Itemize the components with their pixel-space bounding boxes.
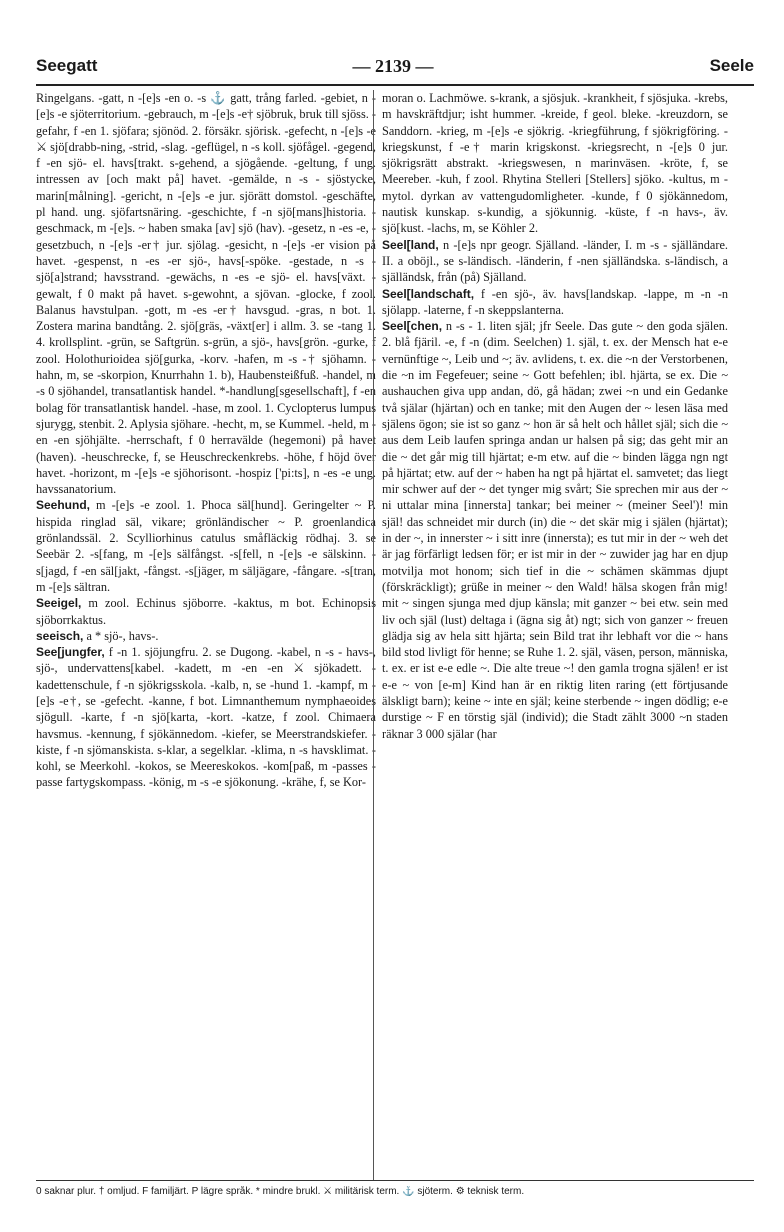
header-left-guideword: Seegatt [36,56,98,75]
entry [36,644,376,791]
entry [382,90,728,237]
entry-headword: Seeigel, [36,596,82,611]
column-divider [373,90,374,1180]
left-column [36,90,376,791]
entry-text: m -[e]s -e zool. 1. Phoca säl[hund]. Geringelter ~ P. hispida ringlad säl, vikare; grönländischer ~ P. groenlandica grönlandssäl. 2. Scylliorhinus catulus småfläckig rödhaj. 3. se Seebär 2. -s[fang, m -[e]s sälfångst. -s[fell, n -[e]s -e sälskinn. -s[jagd, f -en säl[jakt, -fångst. -s[jäger, m säljägare, -fångare. -s[tran, m -[e]s sältran. [36,498,376,594]
entry [382,237,728,286]
entry [36,497,376,595]
right-column [382,90,728,742]
entry [36,628,376,644]
entry-headword: Seel[land, [382,237,439,252]
entry-text: Ringelgans. -gatt, n -[e]s -en o. -s ⚓ gatt, trång farled. -gebiet, n -[e]s -e sjöterritorium. -gebrauch, m -[e]s -e† sjöbruk, bruk till sjöss. -gefahr, f -en 1. sjöfara; sjönöd. 2. försäkr. sjörisk. -gefecht, n -[e]s -e ⚔ sjö[drabb-ning, -strid, -slag. -geflügel, n -s koll. sjöfågel. -gegend, f -en sjö- el. havs[trakt. s-gehend, a sjögående. -geltung, f ung. intressen av [och makt på] havet. -gemälde, n -s - sjöstycke, marin[målning]. -gericht, n -[e]s -e jur. sjörätt domstol. -geschäfte, pl hand. ung. sjöfartsnäring. -geschichte, f -n sjö[mans]historia. -geschmack, m -[e]s. ~ haben smaka [av] sjö (hav). -gesetz, n -es -e, -gesetzbuch, n -[e]s -er† jur. sjölag. -gesicht, n -[e]s -er vision på havet. -gespenst, n -es -er sjö-, havs[-spöke. -gestade, n -s - sjö[a]strand; havsstrand. -gewächs, n -es -e sjö- el. havs[växt. -gewalt, f 0 makt på havet. s-gewohnt, a sjövan. -glocke, f zool. Balanus havstulpan. -gott, m -es -er† havsgud. -gras, n bot. 1. Zostera marina bandtång. 2. sjö[gräs, -växt[er] i allm. 3. se -tang 1. 4. krollsplint. -grün, se Saftgrün. s-grün, a sjö-, havs[grön. -gurke, f zool. Holothurioidea sjö[gurka, -korv. -hafen, m -s -† sjöhamn. -hahn, m, se -skorpion, Knurrhahn 1. b), Haubensteißfuß. -handel, m -s 0 sjöhandel, transatlantisk handel. *-handlung[sgesellschaft], f -en bolag för transatlantisk handel. -hase, m zool. 1. Cyclopterus lumpus sjurygg, stenbit. 2. Aplysia sjöhare. -hecht, m, se Kummel. -held, m -en -en sjöhjälte. -herrschaft, f 0 herravälde (hegemoni) på havet (haven). -heuschrecke, f, se Heuschreckenkrebs. -höhe, f höjd över havet. -horizont, m -[e]s -e sjöhorisont. -hospiz ['pi:ts], n -es -e ung. havssanatorium. [36,91,376,497]
entry-text: n -[e]s npr geogr. Själland. -länder, I. m -s - själländare. II. a oböjl., se s-ländisch. -länderin, f -nen själländska. s-ländisch, a själländsk, från (på) Själland. [382,237,728,285]
entry-text: m zool. Echinus sjöborre. -kaktus, m bot. Echinopsis sjöborrkaktus. [36,596,376,627]
header-rule [36,84,754,86]
entry [382,286,728,319]
footer-rule [36,1180,754,1181]
abbreviation-legend: 0 saknar plur. † omljud. F familjärt. P lägre språk. * mindre brukl. ⚔ militärisk term. ⚓ sjöterm. ⚙ teknisk term. [36,1186,525,1197]
header-right-guideword: Seele [709,56,754,75]
entry-headword: Seel[chen, [382,319,443,334]
entry-headword: seeisch, [36,628,84,643]
entry-text: n -s - 1. liten själ; jfr Seele. Das gute ~ den goda själen. 2. blå fjäril. -e, f -n (dim. Seelchen) 1. själ, t. ex. der Mensch hat e-e vernünftige ~, Leib und ~; äv. avlidens, t. ex. die ~n der Verstorbenen, die ~n im Fegefeuer; seine ~ Gott befehlen; ibl. hjärta, se ex. Die ~ aushauchen giva upp andan, dö, gå hädan; zwei ~n und ein Gedanke två själar (hjärtan) och en tanke; mit den Augen der ~ lesen läsa med själens ögon; sie ist so ganz ~ hon är så helt och hållet själ; sich die ~ aus dem Leib laufen springa andan ur halsen på sig; das geht mir an die ~ det går mig till hjärtat; e-m etw. auf die ~ binden lägga ngn ngt på hjärtat; etw. auf der ~ haben ha ngt på hjärtat el. samvetet; das liegt mir schwer auf der ~ det tynger mig svårt; Sie sprechen mir aus der ~ ni uttalar mina [innersta] tankar; bei meiner ~ (meiner Seel')! min själ! das schneidet mir durch (in) die ~ det skär mig i själen (hjärtat); in der ~, in innerster ~ i sitt inre (innersta); es tut mir in der ~ weh det är jag förfärligt ledsen för; er ist mir in der ~ zuwider jag har en djup motvilja mot honom; sich tief in die ~ schämen skämmas djupt (förskräckligt); grüße in meiner ~ den Wald! hälsa skogen från mig! mit ~ singen sjunga med djup känsla; mit ganzer ~ bei etw. sein med liv och själ (lust) deltaga i (ägna sig åt) ngt; sich von ganzer ~ freuen glädja sig av hela sitt hjärta; sein Bild trat ihr lebhaft vor die ~ hans bild stod livligt för henne; se Ruhe 1. 2. själ, väsen, person, människa, t. ex. er ist e-e edle ~. Die alte treue ~! den gamla trogna själen! er ist e-e ~ von [e-m] Kind han är en riktig liten raring (ett förtjusande älskligt barn); keine ~ inte en själ; keine sterbende ~ ingen dödlig; e-e durstige ~ F en törstig själ (individ); die Stadt zählt 3000 ~n staden räknar 3 000 själar (har [382,319,728,741]
entry-headword: See[jungfer, [36,645,105,660]
entry-text: a * sjö-, havs-. [83,628,159,643]
entry [36,595,376,628]
entry [382,318,728,742]
entry-headword: Seel[landschaft, [382,286,475,301]
entry [36,90,376,497]
entry-text: f -en sjö-, äv. havs[landskap. -lappe, m -n -n sjölapp. -laterne, f -n skeppslanterna. [382,286,728,317]
entry-text: moran o. Lachmöwe. s-krank, a sjösjuk. -krankheit, f sjösjuka. -krebs, m havskräftdjur; isht hummer. -kreide, f geol. bleke. -kreuzdorn, se Sanddorn. -krieg, m -[e]s -e sjökrig. -kriegführung, f sjökrigföring. -kriegskunst, f -e† marin krigskonst. -kriegsrecht, n -[e]s 0 jur. sjökrigsrätt abstrakt. -kriegswesen, n marinväsen. -kröte, f, se Meereber. -kuh, f zool. Rhytina Stelleri [Stellers] sjöko. -kultus, m - mytol. dyrkan av vattengudomligheter. -kunde, f 0 sjökännedom, nautisk kunskap. s-kundig, a sjökunnig. -küste, f -n havs-, äv. sjö[kust. -lachs, m, se Köhler 2. [382,91,728,236]
entry-headword: Seehund, [36,498,91,513]
page-number: — 2139 — [352,56,434,76]
entry-text: f -n 1. sjöjungfru. 2. se Dugong. -kabel, n -s - havs-, sjö-, undervattens[kabel. -kadett, m -en -en ⚔ sjökadett. -kadettenschule, f -n sjökrigsskola. -kalb, n, se -hund 1. -kampf, m -[e]s -e†, se -gefecht. -kanne, f bot. Limnanthemum nymphaeoides sjögull. -karte, f -n sjö[karta, -kort. -katze, f zool. Chimaera havsmus. -kennung, f sjökännedom. -kiefer, se Meerstrandskiefer. -kiste, f -n sjömanskista. s-klar, a segelklar. -klima, n -s havsklimat. -kohl, se Meerkohl. -kokos, se Meereskokos. -kom[paß, m -passes -passe fartygskompass. -könig, m -s -e sjökonung. -krähe, f, se Kor- [36,645,376,790]
